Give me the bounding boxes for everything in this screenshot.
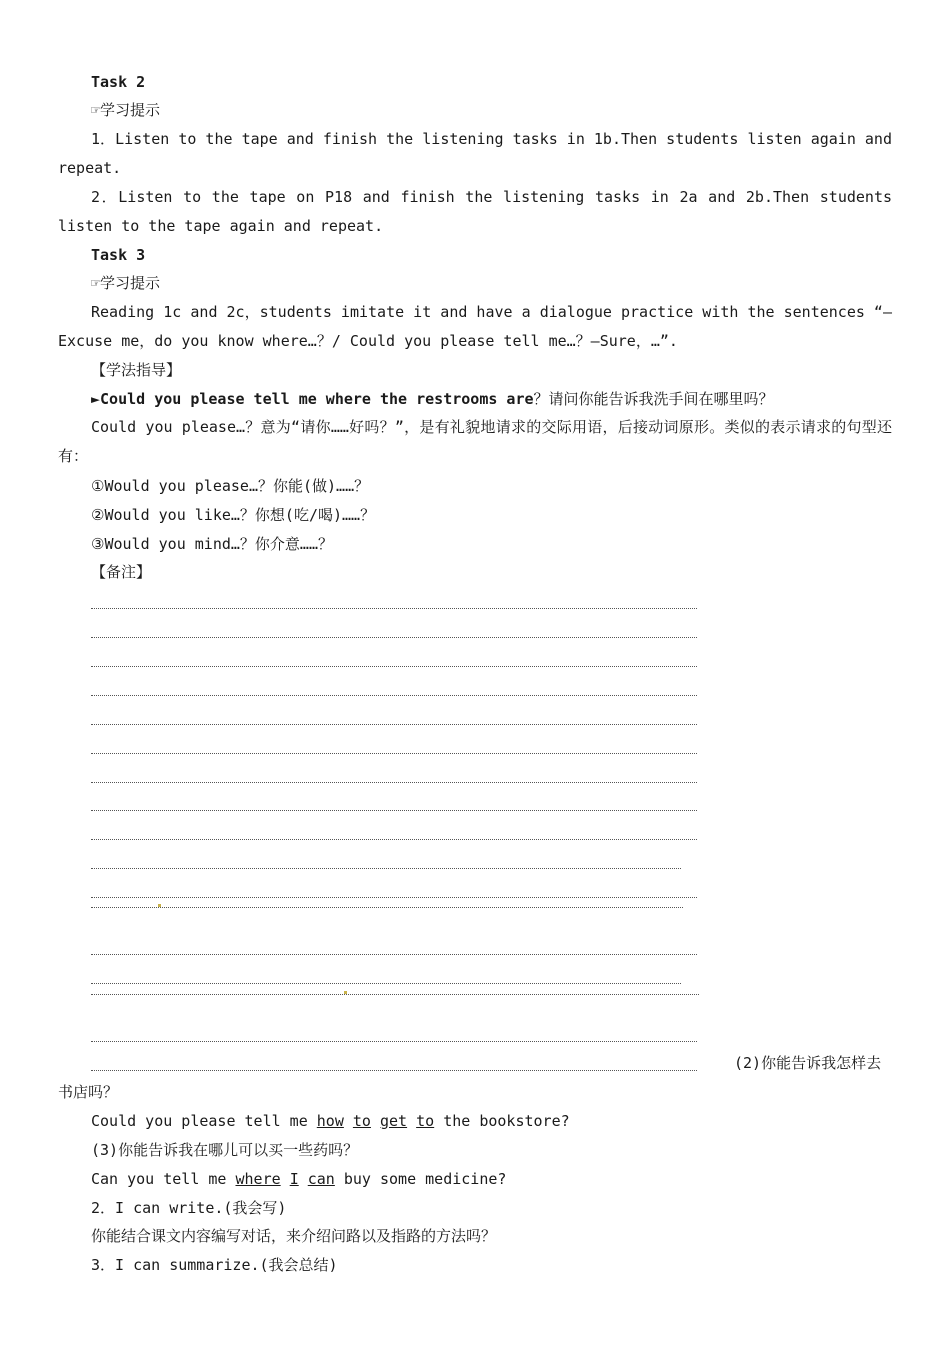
section-2-title: 2．I can write.(我会写) (91, 1199, 287, 1217)
item-text: Listen to the tape and finish the listening tasks in 1b.Then students listen again and repeat. (58, 130, 892, 177)
item-number: 2． (91, 188, 119, 206)
key-sentence-chinese: ？请问你能告诉我洗手间在哪里吗？ (533, 390, 774, 408)
guide-key-sentence (91, 389, 774, 409)
speck-mark (158, 904, 161, 907)
speck-mark (344, 991, 347, 994)
notes-line (91, 839, 697, 840)
item-number: 1． (91, 130, 116, 148)
guide-explanation: Could you please…？意为“请你……好吗？”，是有礼貌地请求的交际用语，后接动词原形。类似的表示请求的句型还有： (58, 418, 892, 465)
question-2-prompt-continued: 书店吗？ (58, 1083, 119, 1101)
notes-line (91, 637, 697, 638)
guide-pattern: ②Would you like…？你想(吃/喝)……？ (91, 506, 376, 524)
question-2-prompt: (2)你能告诉我怎样去 (734, 1054, 882, 1072)
guide-heading: 【学法指导】 (91, 361, 182, 379)
notes-line (91, 907, 683, 908)
task2-hint: ☞学习提示 (91, 101, 161, 119)
notes-line (91, 666, 697, 667)
guide-pattern: ①Would you please…？你能(做)……？ (91, 477, 370, 495)
question-3-prompt: (3)你能告诉我在哪儿可以买一些药吗？ (91, 1141, 359, 1159)
section-2-text: 你能结合课文内容编写对话，来介绍问路以及指路的方法吗？ (91, 1227, 497, 1245)
task2-heading: Task 2 (91, 73, 146, 91)
notes-line (91, 897, 697, 898)
notes-line (91, 954, 697, 955)
task3-text: Reading 1c and 2c，students imitate it and have a dialogue practice with the sentences “—Excuse me，do you know where…？/ Could you please tell me…？—Sure，…”. (58, 303, 892, 350)
notes-line (91, 1070, 697, 1071)
task3-heading: Task 3 (91, 246, 146, 264)
question-3-answer: Can you tell me where I can buy some medicine? (91, 1170, 507, 1188)
item-text: Listen to the tape on P18 and finish the listening tasks in 2a and 2b.Then students listen to the tape again and repeat. (58, 188, 893, 235)
task2-item-2 (58, 183, 892, 241)
section-3-title: 3．I can summarize.(我会总结) (91, 1256, 338, 1274)
notes-line (91, 868, 681, 869)
notes-line (91, 983, 681, 984)
task2-item-1 (58, 125, 892, 183)
guide-pattern: ③Would you mind…？你介意……？ (91, 535, 333, 553)
key-sentence-english: ►Could you please tell me where the restrooms are (91, 390, 534, 408)
task3-hint: ☞学习提示 (91, 274, 161, 292)
notes-line (91, 608, 697, 609)
notes-line (91, 695, 697, 696)
notes-line (91, 724, 697, 725)
notes-line (91, 782, 697, 783)
notes-line (91, 810, 697, 811)
notes-line (91, 1041, 697, 1042)
notes-heading: 【备注】 (91, 563, 152, 581)
notes-line (91, 994, 699, 995)
notes-line (91, 753, 697, 754)
question-2-answer: Could you please tell me how to get to the bookstore? (91, 1112, 570, 1130)
